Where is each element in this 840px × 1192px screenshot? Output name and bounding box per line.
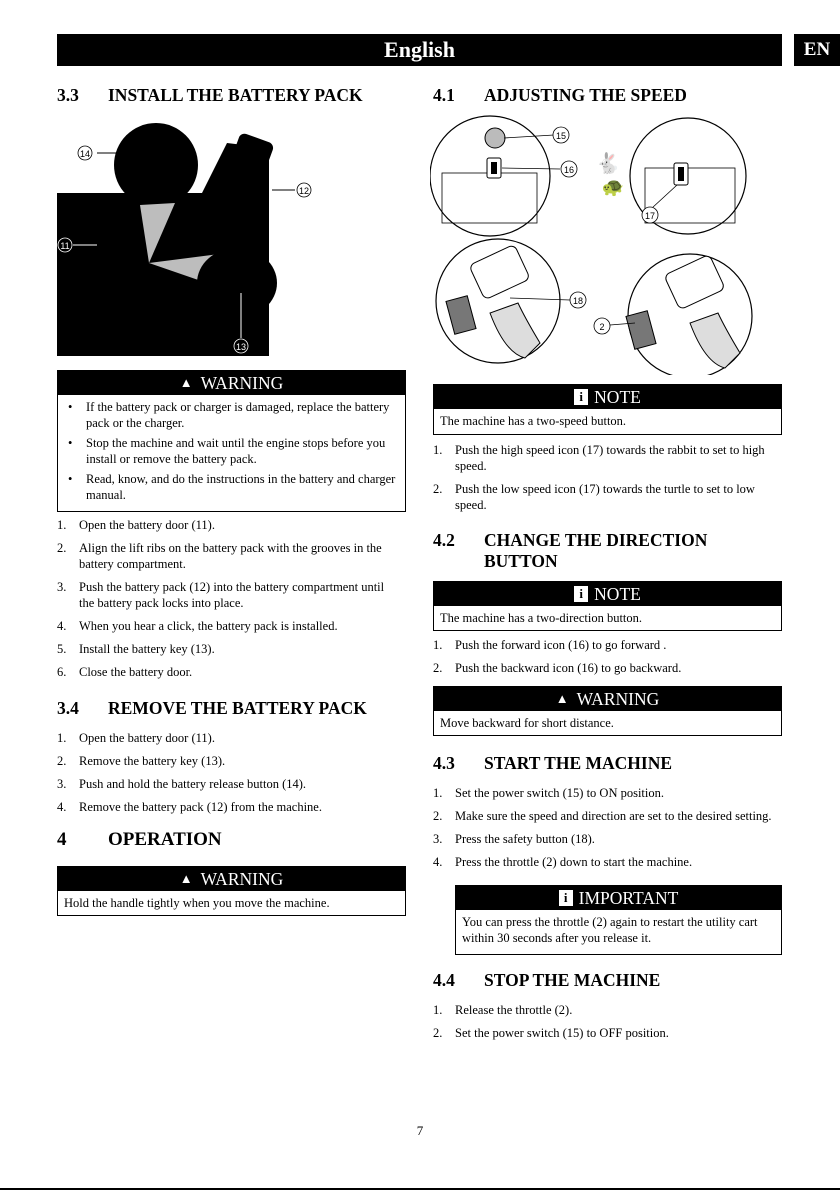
important-text: You can press the throttle (2) again to restart the utility cart within 30 seconds after you release it. — [462, 915, 758, 945]
section-number: 4.3 — [433, 753, 455, 773]
warning-triangle-icon: ▲ — [555, 691, 569, 706]
rabbit-icon: 🐇 — [595, 153, 621, 175]
section-number: 4 — [57, 829, 67, 850]
note-box — [433, 384, 782, 435]
list-item: 1. Release the throttle (2). — [433, 1003, 573, 1017]
list-item: 2. Make sure the speed and direction are set to the desired setting. — [433, 809, 772, 823]
warning-box — [57, 370, 406, 512]
warning-header — [58, 867, 405, 891]
bullet-text: If the battery pack or charger is damaged, replace the battery pack or the charger. — [86, 400, 390, 430]
note-title: NOTE — [594, 387, 641, 407]
section-heading-4-2 — [433, 530, 783, 574]
list-item: 1. Open the battery door (11). — [57, 731, 215, 745]
list-item: 4. Press the throttle (2) down to start the machine. — [433, 855, 693, 869]
warning-header — [434, 687, 781, 711]
section-number: 4.2 — [433, 530, 455, 550]
section-title: ADJUSTING THE SPEED — [484, 85, 687, 105]
turtle-icon: 🐢 — [601, 177, 625, 197]
note-box — [433, 581, 782, 631]
info-icon: i — [574, 586, 588, 602]
note-title: NOTE — [594, 584, 641, 604]
section-number: 4.1 — [433, 85, 455, 105]
callout-2: 2 — [599, 322, 605, 332]
list-item: 1. Push the forward icon (16) to go forward . — [433, 638, 667, 652]
warning-header — [58, 371, 405, 395]
language-banner: English — [57, 34, 782, 66]
list-item: 2. Align the lift ribs on the battery pack with the grooves in the battery compartment. — [57, 541, 382, 571]
note-header — [434, 385, 781, 409]
step-text: Push the battery pack (12) into the battery compartment until the battery pack locks into place. — [79, 580, 385, 610]
list-item: 2. Push the backward icon (16) to go backward. — [433, 661, 682, 675]
direction-steps-list — [433, 637, 778, 683]
step-text: Push the high speed icon (17) towards the rabbit to set to high speed. — [455, 443, 765, 473]
callout-13: 13 — [235, 342, 247, 352]
language-tab: EN — [794, 34, 840, 66]
list-item: 4. When you hear a click, the battery pack is installed. — [57, 619, 338, 633]
section-title: STOP THE MACHINE — [484, 970, 661, 990]
section-heading-4-4 — [433, 970, 783, 992]
list-item: 3. Push and hold the battery release button (14). — [57, 777, 307, 791]
warning-title: WARNING — [200, 373, 284, 393]
bullet-text: Stop the machine and wait until the engine stops before you install or remove the battery pack. — [86, 436, 386, 466]
install-steps-list — [57, 517, 402, 687]
callout-11: 11 — [60, 241, 70, 251]
important-header — [456, 886, 781, 910]
step-text: Open the battery door (11). — [79, 518, 215, 532]
step-text: Make sure the speed and direction are set to the desired setting. — [455, 809, 772, 823]
note-text: The machine has a two-direction button. — [440, 611, 643, 625]
section-number: 4.4 — [433, 970, 455, 990]
section-title: INSTALL THE BATTERY PACK — [108, 85, 363, 105]
speed-steps-list — [433, 442, 778, 520]
step-text: Push the low speed icon (17) towards the turtle to set to low speed. — [455, 482, 755, 512]
callout-12: 12 — [298, 186, 310, 196]
step-text: Remove the battery pack (12) from the machine. — [79, 800, 322, 814]
step-text: Set the power switch (15) to ON position. — [455, 786, 665, 800]
remove-steps-list — [57, 730, 402, 822]
section-title-line2: BUTTON — [484, 551, 558, 571]
step-text: When you hear a click, the battery pack is installed. — [79, 619, 338, 633]
list-item: • If the battery pack or charger is damaged, replace the battery pack or the charger. — [68, 400, 390, 430]
list-item: 5. Install the battery key (13). — [57, 642, 215, 656]
section-number: 3.3 — [57, 85, 79, 105]
section-heading-4-3 — [433, 753, 783, 775]
bottom-rule — [0, 1188, 840, 1190]
warning-title: WARNING — [576, 689, 660, 709]
callout-15: 15 — [555, 131, 567, 141]
step-text: Press the safety button (18). — [455, 832, 595, 846]
battery-install-figure — [57, 113, 407, 356]
callout-18: 18 — [572, 296, 584, 306]
step-text: Close the battery door. — [79, 665, 193, 679]
note-text: The machine has a two-speed button. — [440, 414, 627, 428]
list-item: 1. Open the battery door (11). — [57, 518, 215, 532]
step-text: Align the lift ribs on the battery pack with the grooves in the battery compartment. — [79, 541, 382, 571]
list-item: • Stop the machine and wait until the engine stops before you install or remove the battery pack. — [68, 436, 386, 466]
warning-triangle-icon: ▲ — [179, 871, 193, 886]
stop-steps-list — [433, 1002, 778, 1048]
list-item: 1. Push the high speed icon (17) towards the rabbit to set to high speed. — [433, 443, 765, 473]
bullet-text: Read, know, and do the instructions in the battery and charger manual. — [86, 472, 396, 502]
controls-illustration — [430, 113, 782, 375]
list-item: 1. Set the power switch (15) to ON position. — [433, 786, 665, 800]
important-box — [455, 885, 782, 955]
section-heading-4 — [57, 829, 407, 853]
info-icon: i — [574, 389, 588, 405]
section-title: OPERATION — [108, 829, 222, 850]
warning-box — [57, 866, 406, 916]
important-title: IMPORTANT — [578, 888, 679, 908]
section-number: 3.4 — [57, 698, 79, 718]
note-header — [434, 582, 781, 606]
list-item: 3. Press the safety button (18). — [433, 832, 595, 846]
step-text: Open the battery door (11). — [79, 731, 215, 745]
list-item: 2. Set the power switch (15) to OFF position. — [433, 1026, 669, 1040]
page-number: 7 — [416, 1123, 424, 1138]
section-heading-3-4 — [57, 698, 407, 720]
section-heading-4-1 — [433, 85, 783, 107]
step-text: Push the backward icon (16) to go backward. — [455, 661, 682, 675]
section-title: REMOVE THE BATTERY PACK — [108, 698, 367, 718]
step-text: Install the battery key (13). — [79, 642, 215, 656]
warning-text: Move backward for short distance. — [440, 716, 614, 730]
info-icon: i — [559, 890, 573, 906]
section-title: START THE MACHINE — [484, 753, 673, 773]
speed-controls-figure — [430, 113, 782, 375]
callout-17: 17 — [644, 211, 656, 221]
list-item: 3. Push the battery pack (12) into the battery compartment until the battery pack locks into place. — [57, 580, 385, 610]
warning-triangle-icon: ▲ — [179, 375, 193, 390]
list-item: • Read, know, and do the instructions in the battery and charger manual. — [68, 472, 396, 502]
step-text: Set the power switch (15) to OFF position. — [455, 1026, 669, 1040]
list-item: 4. Remove the battery pack (12) from the machine. — [57, 800, 322, 814]
start-steps-list — [433, 785, 778, 877]
section-heading-3-3 — [57, 85, 407, 107]
step-text: Press the throttle (2) down to start the machine. — [455, 855, 693, 869]
list-item: 2. Push the low speed icon (17) towards the turtle to set to low speed. — [433, 482, 755, 512]
step-text: Remove the battery key (13). — [79, 754, 226, 768]
warning-title: WARNING — [200, 869, 284, 889]
warning-box — [433, 686, 782, 736]
step-text: Push the forward icon (16) to go forward . — [455, 638, 667, 652]
callout-16: 16 — [563, 165, 575, 175]
list-item: 2. Remove the battery key (13). — [57, 754, 226, 768]
section-title: CHANGE THE DIRECTION — [484, 530, 708, 550]
callout-14: 14 — [79, 149, 91, 159]
step-text: Push and hold the battery release button (14). — [79, 777, 307, 791]
battery-illustration — [57, 113, 407, 356]
warning-text: Hold the handle tightly when you move the machine. — [64, 896, 330, 910]
step-text: Release the throttle (2). — [455, 1003, 573, 1017]
list-item: 6. Close the battery door. — [57, 665, 193, 679]
